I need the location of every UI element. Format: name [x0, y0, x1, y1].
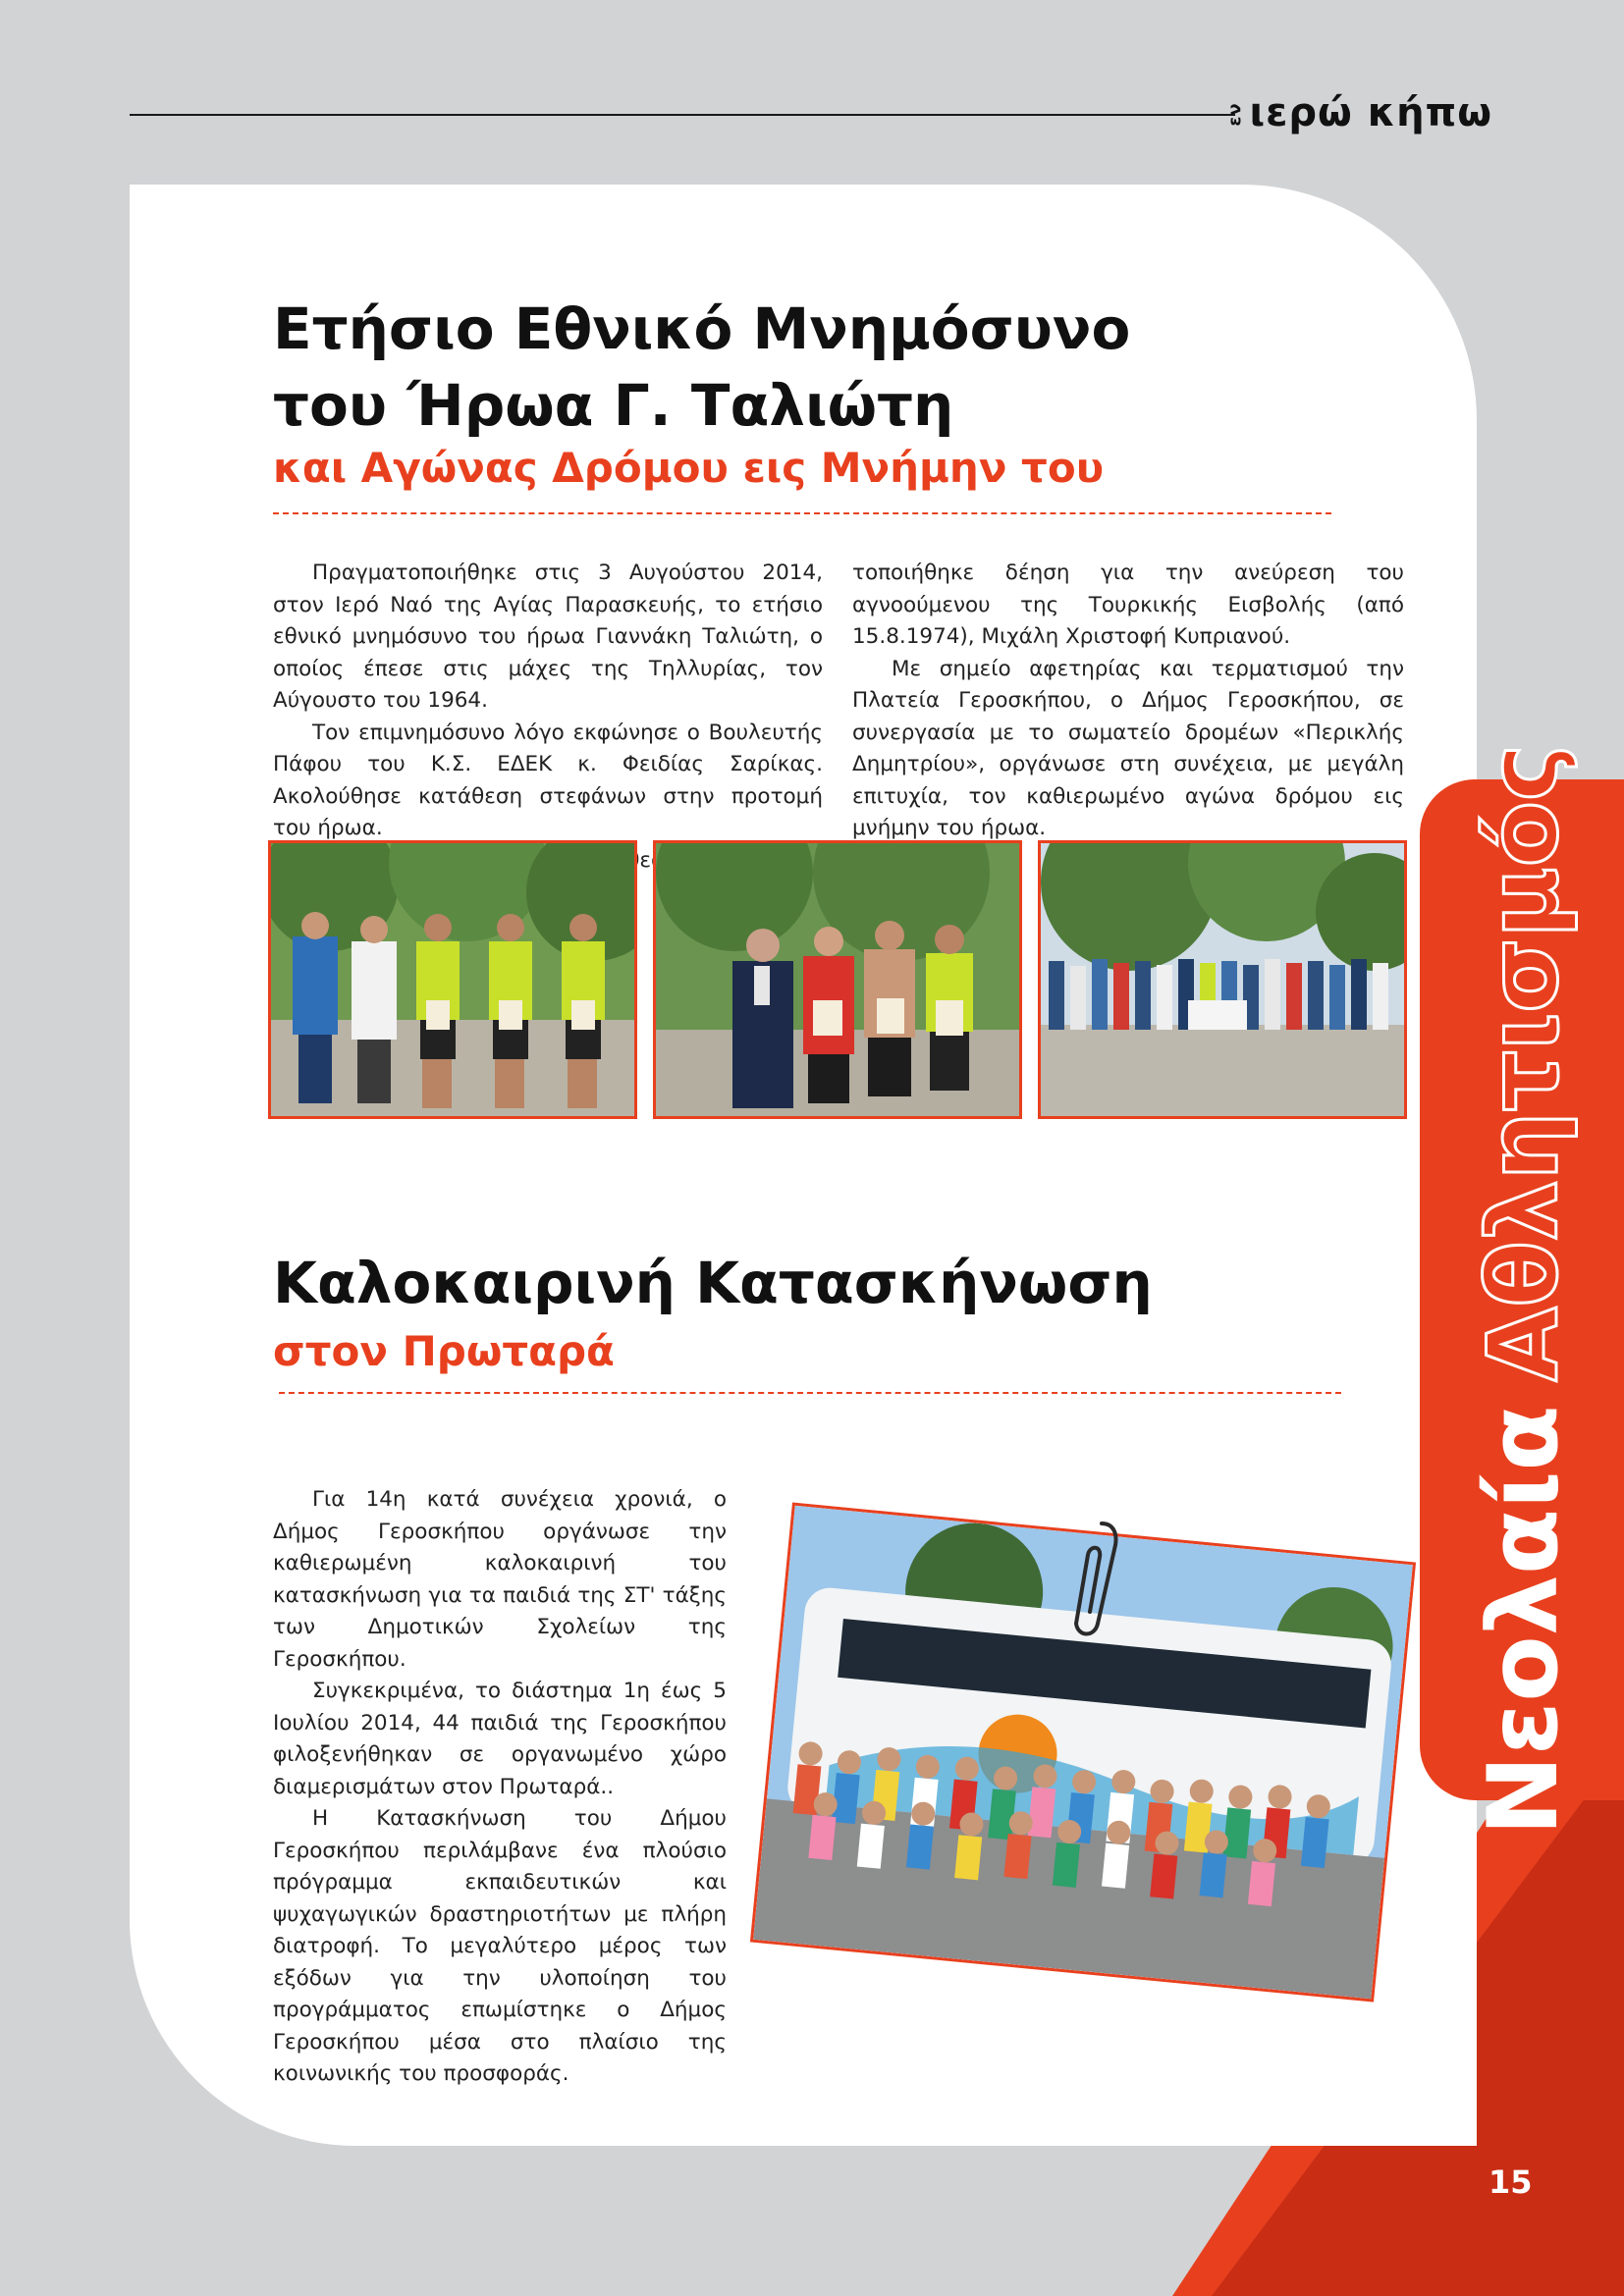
paperclip-icon — [1064, 1516, 1123, 1643]
article2-divider — [279, 1392, 1341, 1394]
article2-subtitle: στον Πρωταρά — [273, 1327, 615, 1375]
article1-divider — [273, 512, 1331, 514]
photo-winners-1 — [268, 840, 637, 1119]
article1-title — [273, 291, 1130, 444]
photo-winners-2 — [653, 840, 1022, 1119]
article1-paragraph: Τον επιμνημόσυνο λόγο εκφώνησε ο Βουλευτής Πάφου του Κ.Σ. ΕΔΕΚ κ. Φειδίας Σαρίκας. Ακολούθησε κατάθεση στεφάνων στην προτομή του ήρωα. — [273, 720, 823, 840]
article1-title-line1: Ετήσιο Εθνικό Μνημόσυνο — [273, 295, 1131, 362]
article1-paragraph: τοποιήθηκε δέηση για την ανεύρεση του αγνοούμενου της Τουρκικής Εισβολής (από 15.8.1974), Μιχάλη Χριστοφή Κυπριανού. — [852, 561, 1404, 649]
header-brand-small: εν — [1224, 102, 1246, 127]
photo-runners-group — [1038, 840, 1407, 1119]
header-rule — [130, 114, 1235, 116]
article1-subtitle: και Αγώνας Δρόμου εις Μνήμην του — [273, 444, 1105, 492]
side-tab-word-2: Αθλητισμός — [1468, 743, 1580, 1382]
article2-text — [273, 1484, 727, 2091]
article1-paragraph: Πραγματοποιήθηκε στις 3 Αυγούστου 2014, στον Ιερό Ναό της Αγίας Παρασκευής, το ετήσιο εθνικό μνημόσυνο του ήρωα Γιαννάκη Ταλιώτη, ο οποίος έπεσε στις μάχες της Τηλλυρίας, τον Αύγουστο του 1964. — [273, 561, 823, 713]
article1-paragraph: Με σημείο αφετηρίας και τερματισμού την Πλατεία Γεροσκήπου, ο Δήμος Γεροσκήπου, σε συνεργασία με το σωματείο δρομέων «Περικλής Δημητρίου», οργάνωσε στη συνέχεια, με μεγάλη επιτυχία, τον καθιερωμένο αγώνα δρόμου εις μνήμην του ήρωα. — [852, 656, 1404, 840]
article2-paragraph: Για 14η κατά συνέχεια χρονιά, ο Δήμος Γεροσκήπου οργάνωσε την καθιερωμένη καλοκαιρινή του κατασκήνωση για τα παιδιά της ΣΤ' τάξης των Δημοτικών Σχολείων της Γεροσκήπου. — [273, 1487, 727, 1672]
side-tab-label — [1468, 743, 1580, 1837]
header-brand-text: ιερώ κήπω — [1249, 90, 1492, 135]
side-tab-word-1: Νεολαία — [1468, 1405, 1580, 1837]
header-brand — [1223, 90, 1492, 135]
article2-paragraph: Η Κατασκήνωση του Δήμου Γεροσκήπου περιλάμβανε ένα πλούσιο πρόγραμμα εκπαιδευτικών και ψυχαγωγικών δραστηριοτήτων με πλήρη διατροφή. Το μεγαλύτερο μέρος των εξόδων για την υλοποίηση του προγράμματος επωμίστηκε ο Δήμος Γεροσκήπου μέσα στο πλαίσιο της κοινωνικής του προσφοράς. — [273, 1806, 727, 2086]
page-number: 15 — [1489, 2163, 1533, 2201]
article2-paragraph: Συγκεκριμένα, το διάστημα 1η έως 5 Ιουλίου 2014, 44 παιδιά της Γεροσκήπου φιλοξενήθηκαν σε οργανωμένο χώρο διαμερισμάτων στον Πρωταρά.. — [273, 1679, 727, 1799]
article2-title: Καλοκαιρινή Κατασκήνωση — [273, 1250, 1153, 1316]
article1-title-line2: του Ήρωα Γ. Ταλιώτη — [273, 372, 954, 439]
article1-column-2 — [852, 558, 1404, 845]
